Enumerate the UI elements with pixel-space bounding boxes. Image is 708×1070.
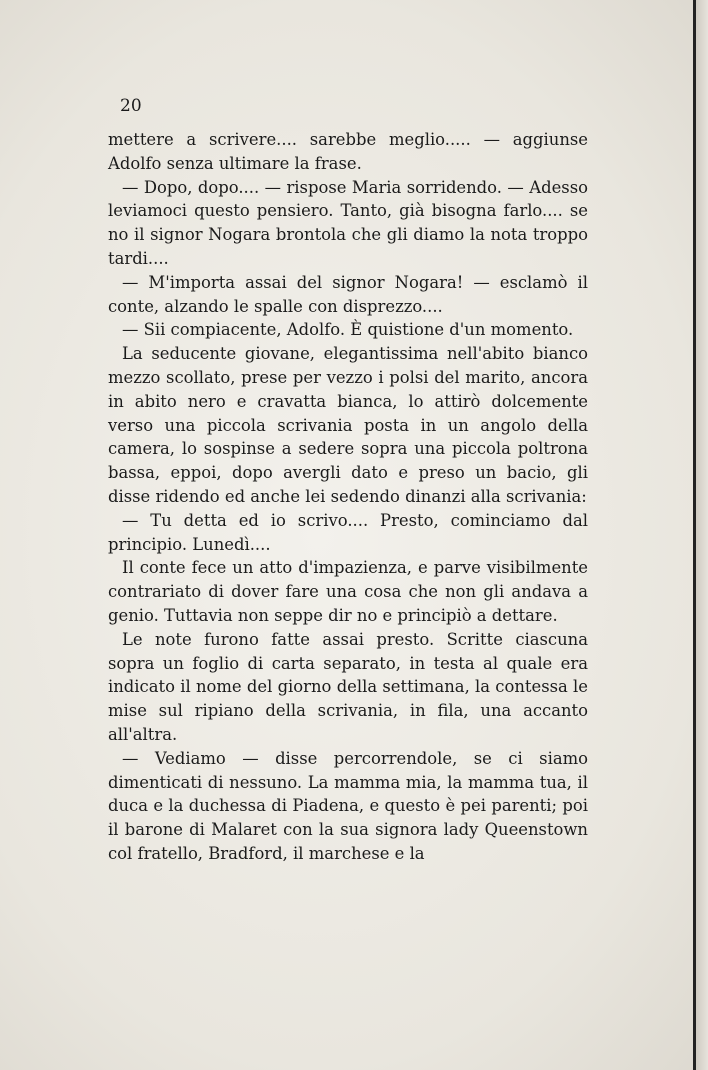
paragraph: — Tu detta ed io scrivo.... Presto, cominciamo dal principio. Lunedì.... [108,510,588,554]
page-number: 20 [120,96,142,116]
paragraph: — Vediamo — disse percorrendole, se ci siamo dimenticati di nessuno. La mamma mia, la mamma tua, il duca e la duchessa di Piadena, e questo è pei parenti; poi il barone di Malaret con la sua signora lady Queenstown col fratello, Bradford, il marchese e la [108,748,588,863]
paragraph: mettere a scrivere.... sarebbe meglio..... — aggiunse Adolfo senza ultimare la frase. [108,130,588,173]
paragraph: — M'importa assai del signor Nogara! — esclamò il conte, alzando le spalle con disprezzo.... [108,272,588,316]
paragraph: Le note furono fatte assai presto. Scritte ciascuna sopra un foglio di carta separato, in testa al quale era indicato il nome del giorno della settimana, la contessa le mise sul ripiano della scrivania, in fila, una accanto all'altra. [108,629,588,744]
paragraph: — Sii compiacente, Adolfo. È quistione d'un momento. [122,320,574,340]
page-edge-line [693,0,696,1070]
page-edge-shadow [696,0,708,1070]
paragraph: Il conte fece un atto d'impazienza, e parve visibilmente contrariato di dover fare una cosa che non gli andava a genio. Tuttavia non seppe dir no e principiò a dettare. [108,558,588,625]
paragraph: — Dopo, dopo.... — rispose Maria sorridendo. — Adesso leviamoci questo pensiero. Tanto, già bisogna farlo.... se no il signor Nogara brontola che gli diamo la nota troppo tardi.... [108,177,588,268]
body-text [108,128,588,866]
paragraph: La seducente giovane, elegantissima nell'abito bianco mezzo scollato, prese per vezzo i polsi del marito, ancora in abito nero e cravatta bianca, lo attirò dolcemente verso una piccola scrivania posta in un angolo della camera, lo sospinse a sedere sopra una piccola poltrona bassa, eppoi, dopo avergli dato e preso un bacio, gli disse ridendo ed anche lei sedendo dinanzi alla scrivania: [108,344,588,506]
